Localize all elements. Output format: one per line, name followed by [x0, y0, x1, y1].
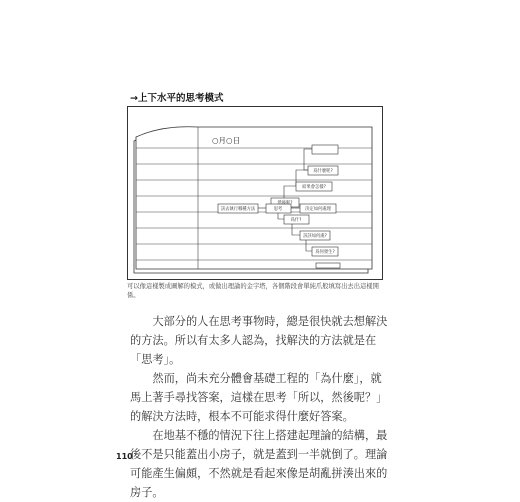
label-why1: 爲什麼呢?: [313, 169, 333, 174]
label-why3: 爲何發生?: [315, 250, 335, 255]
label-how-solve: 該該如何處?: [303, 234, 327, 239]
section-heading: →上下水平的思考模式: [130, 93, 224, 104]
figure-caption: 可以像這樣製成圖解的模式，或做出理論的金字塔，各個階段會單純爪般填寫出去出這樣開係。: [127, 283, 379, 299]
body-text: [130, 312, 392, 502]
node-bottom-blank: [316, 263, 340, 268]
node-top-blank: [312, 145, 338, 154]
label-middle: 思考: [273, 207, 283, 212]
label-why-happen: 結果會怎樣?: [302, 185, 326, 190]
label-why2: 爲什?: [290, 218, 302, 223]
paragraph-1: 大部分的人在思考事物時，總是很快就去想解決的方法。所以有太多人認為，找解決的方法就是在「思考」。: [130, 315, 388, 366]
label-right-end: 決定如何處理: [305, 207, 331, 212]
paragraph-3: 在地基不穩的情況下往上搭建起理論的結構，最後不是只能蓋出小房子，就是蓋到一半就倒了。理論可能產生偏頗，不然就是看起來像是胡亂拼湊出來的房子。: [130, 429, 388, 499]
label-left-source: 該去執行哪種方法: [220, 207, 256, 212]
label-then-what: 然後呢?: [277, 201, 293, 206]
paragraph-2: 然而，尚未充分體會基礎工程的「為什麼」，就馬上著手尋找答案，這樣在思考「所以，然後呢？」的解決方法時，根本不可能求得什麼好答案。: [130, 372, 388, 423]
notebook-figure: [127, 106, 383, 280]
date-label: ○月○日: [212, 136, 241, 145]
page-number: 110: [116, 452, 133, 461]
notebook-diagram: [128, 107, 382, 279]
